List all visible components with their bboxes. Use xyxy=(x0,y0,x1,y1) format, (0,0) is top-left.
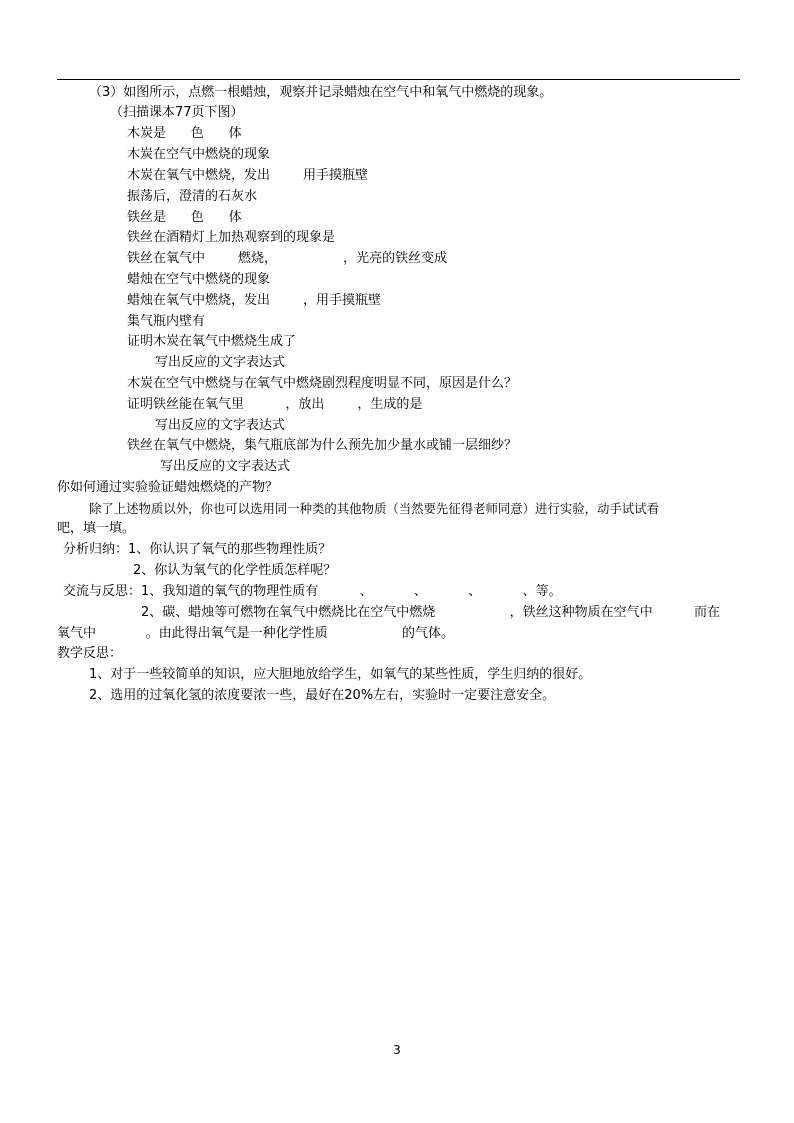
text-line: 铁丝在氧气中燃烧，集气瓶底部为什么预先加少量水或铺一层细纱？ xyxy=(127,438,518,453)
header-rule xyxy=(57,79,740,80)
text-line: 写出反应的文字表达式 xyxy=(155,418,286,433)
text-line: 蜡烛在空气中燃烧的现象 xyxy=(127,272,271,287)
text-line: 除了上述物质以外，你也可以选用同一种类的其他物质（当然要先征得老师同意）进行实验，动手试试看 xyxy=(89,501,659,516)
text-line: 教学反思： xyxy=(57,646,123,661)
text-line: 木炭在氧气中燃烧，发出 用手摸瓶壁 xyxy=(127,168,369,183)
text-line: （扫描课本77页下图） xyxy=(110,105,244,120)
text-line: 木炭在空气中燃烧与在氧气中燃烧剧烈程度明显不同，原因是什么？ xyxy=(127,376,518,391)
text-line: 写出反应的文字表达式 xyxy=(155,355,286,370)
text-line: 蜡烛在氧气中燃烧，发出 ，用手摸瓶壁 xyxy=(127,293,382,308)
text-line: 交流与反思：1、我知道的氧气的物理性质有 、 、 、 、等。 xyxy=(63,584,562,599)
text-line: 铁丝在酒精灯上加热观察到的现象是 xyxy=(127,230,336,245)
text-line: 你如何通过实验验证蜡烛燃烧的产物？ xyxy=(57,480,279,495)
text-line: 2、选用的过氧化氢的浓度要浓一些，最好在20%左右，实验时一定要注意安全。 xyxy=(89,688,556,703)
text-line: 集气瓶内壁有 xyxy=(127,314,206,329)
text-line: 写出反应的文字表达式 xyxy=(160,459,291,474)
text-line: 2、你认为氧气的化学性质怎样呢？ xyxy=(133,563,337,578)
text-line: 木炭是 色 体 xyxy=(127,126,242,141)
text-line: 氧气中 。由此得出氧气是一种化学性质 的气体。 xyxy=(57,626,454,641)
text-line: （3）如图所示，点燃一根蜡烛，观察并记录蜡烛在空气中和氧气中燃烧的现象。 xyxy=(89,85,553,100)
text-line: 铁丝是 色 体 xyxy=(127,210,242,225)
text-line: 分析归纳：1、你认识了氧气的那些物理性质？ xyxy=(63,542,332,557)
text-line: 振荡后，澄清的石灰水 xyxy=(127,189,258,204)
text-line: 1、对于一些较简单的知识，应大胆地放给学生，如氧气的某些性质，学生归纳的很好。 xyxy=(89,667,592,682)
text-line: 铁丝在氧气中 燃烧， ，光亮的铁丝变成 xyxy=(127,251,448,266)
text-line: 证明铁丝能在氧气里 ，放出 ，生成的是 xyxy=(127,397,423,412)
page-number: 3 xyxy=(393,1043,401,1057)
text-line: 2、碳、蜡烛等可燃物在氧气中燃烧比在空气中燃烧 ，铁丝这种物质在空气中 而在 xyxy=(141,605,720,620)
text-line: 木炭在空气中燃烧的现象 xyxy=(127,147,271,162)
text-line: 证明木炭在氧气中燃烧生成了 xyxy=(127,334,297,349)
text-line: 吧，填一填。 xyxy=(57,521,136,536)
